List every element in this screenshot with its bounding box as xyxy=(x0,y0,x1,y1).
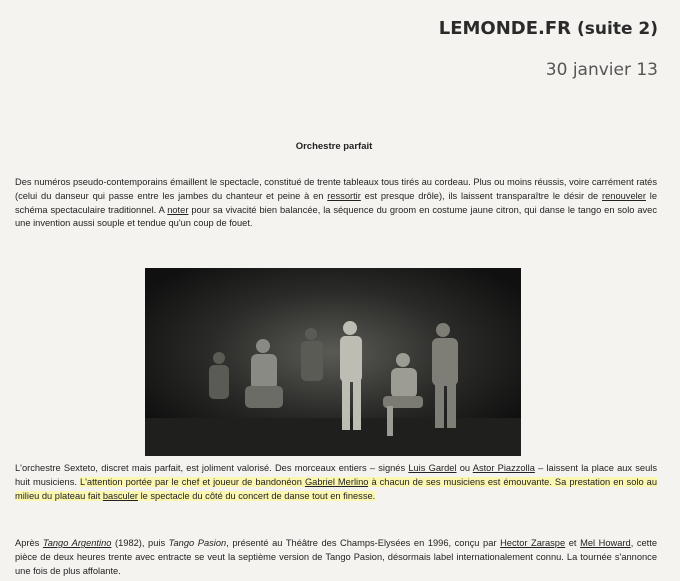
link-basculer[interactable]: basculer xyxy=(102,490,138,501)
article-title: Orchestre parfait xyxy=(295,141,373,152)
link-noter[interactable]: noter xyxy=(167,204,189,215)
title-tango-pasion: Tango Pasion xyxy=(168,538,227,548)
stage-photo-illustration xyxy=(145,268,521,456)
link-mel-howard[interactable]: Mel Howard xyxy=(580,538,631,548)
article-date: 30 janvier 13 xyxy=(545,60,658,80)
link-ressortir[interactable]: ressortir xyxy=(327,190,361,201)
paragraph-2: L'orchestre Sexteto, discret mais parfait, est joliment valorisé. Des morceaux entiers – signés Luis Gardel ou Astor Piazzolla – laissent la place aux seuls huit musiciens. L'attention portée par le chef et joueur de bandonéon Gabriel Merlino à chacun de ses musiciens est émouvante. Sa prestation en solo au milieu du plateau fait basculer le spectacle du côté du concert de danse tout en finesse. xyxy=(15,463,657,501)
paragraph-1: Des numéros pseudo-contemporains émaillent le spectacle, constitué de trente tableaux tous tirés au cordeau. Plus ou moins réussis, voire carrément ratés (celui du danseur qui passe entre les jambes du chanteur et peine à en ressortir est presque drôle), ils laissent transparaître le désir de renouveler le schéma spectaculaire traditionnel. A noter pour sa vivacité bien balancée, la séquence du groom en costume jaune citron, qui danse le tango en solo avec une invention aussi souple et tendue qu'un coup de fouet. xyxy=(15,177,658,229)
paragraph-3: Après Tango Argentino (1982), puis Tango Pasion, présenté au Théâtre des Champs-Elysées en 1996, conçu par Hector Zaraspe et Mel Howard, cette pièce de deux heures trente avec entracte se veut la septième version de Tango Pasion, désormais label internationalement connu. La tournée s'annonce une fois de plus affolante. xyxy=(15,538,658,576)
link-astor-piazzolla[interactable]: Astor Piazzolla xyxy=(472,463,535,473)
highlight-3: le spectacle du côté du concert de danse tout en finesse. xyxy=(138,490,376,501)
link-luis-gardel[interactable]: Luis Gardel xyxy=(408,463,457,473)
newspaper-source: LEMONDE.FR (suite 2) xyxy=(438,18,658,39)
highlight-2: à chacun de ses musiciens est émouvante. Sa prestation en solo au milieu du plateau fait xyxy=(15,476,657,501)
link-renouveler[interactable]: renouveler xyxy=(602,190,646,201)
link-gabriel-merlino[interactable]: Gabriel Merlino xyxy=(304,476,369,487)
title-tango-argentino: Tango Argentino xyxy=(42,538,112,548)
link-hector-zaraspe[interactable]: Hector Zaraspe xyxy=(500,538,566,548)
stage-photo xyxy=(145,268,521,456)
highlight-1: L'attention portée par le chef et joueur de bandonéon xyxy=(79,476,305,487)
suite-label: (suite 2) xyxy=(577,19,658,39)
